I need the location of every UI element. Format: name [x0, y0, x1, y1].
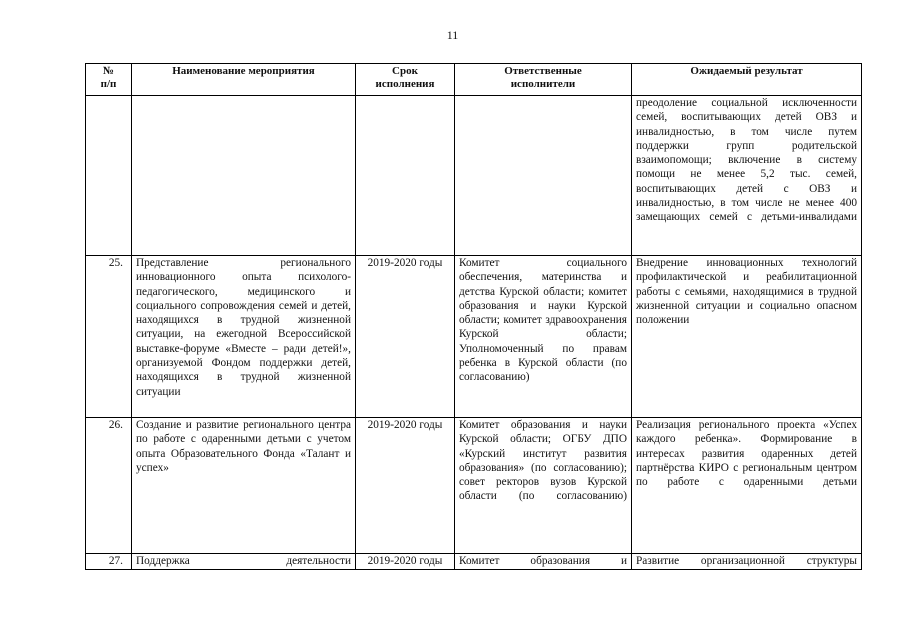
row-result: Развитие организационной структуры — [632, 554, 862, 570]
row-responsible: Комитет образования и — [455, 554, 632, 570]
row-name: Создание и развитие регионального центра по работе с одаренными детьми с учетом опыта Образовательного Фонда «Талант и успех» — [132, 418, 356, 554]
row-name: Представление регионального инновационного опыта психолого-педагогического, медицинского и социального сопровождения семей и детей, находящихся в трудной жизненной ситуации, на ежегодной Всероссийской выставке-форуме «Вместе – ради детей!», организуемой Фондом поддержки детей, находящихся в трудной жизненной ситуации — [132, 256, 356, 418]
row-result: Реализация регионального проекта «Успех каждого ребенка». Формирование в интересах развития одаренных детей партнёрства КИРО с региональным центром по работе с одаренными детьми — [632, 418, 862, 554]
header-term: Срок исполнения — [356, 64, 455, 96]
row-num: 26. — [86, 418, 132, 554]
row-term: 2019-2020 годы — [356, 554, 455, 570]
row-term — [356, 96, 455, 256]
row-term: 2019-2020 годы — [356, 256, 455, 418]
page-number: 11 — [446, 28, 459, 42]
row-num: 25. — [86, 256, 132, 418]
row-responsible: Комитет социального обеспечения, материнства и детства Курской области; комитет образования и науки Курской области; комитет здравоохранения Курской области; Уполномоченный по правам ребенка в Курской области (по согласованию) — [455, 256, 632, 418]
row-name: Поддержка деятельности — [132, 554, 356, 570]
table-row — [86, 554, 862, 570]
events-table — [85, 63, 862, 570]
row-name — [132, 96, 356, 256]
row-term: 2019-2020 годы — [356, 418, 455, 554]
row-result: преодоление социальной исключенности семей, воспитывающих детей ОВЗ и инвалидностью, в том числе путем поддержки групп родительской взаимопомощи; включение в систему помощи не менее 5,2 тыс. семей, воспитывающих детей с ОВЗ и инвалидностью, в том числе не менее 400 замещающих семей с детьми-инвалидами — [632, 96, 862, 256]
table-row — [86, 418, 862, 554]
table-header-row — [86, 64, 862, 96]
row-num — [86, 96, 132, 256]
header-name: Наименование мероприятия — [132, 64, 356, 96]
table-row — [86, 96, 862, 256]
row-num: 27. — [86, 554, 132, 570]
header-num: № п/п — [86, 64, 132, 96]
table-row — [86, 256, 862, 418]
row-responsible — [455, 96, 632, 256]
header-responsible: Ответственные исполнители — [455, 64, 632, 96]
row-responsible: Комитет образования и науки Курской области; ОГБУ ДПО «Курский институт развития образования» (по согласованию); совет ректоров вузов Курской области (по согласованию) — [455, 418, 632, 554]
row-result: Внедрение инновационных технологий профилактической и реабилитационной работы с семьями, находящимися в трудной жизненной ситуации и социально опасном положении — [632, 256, 862, 418]
header-result: Ожидаемый результат — [632, 64, 862, 96]
